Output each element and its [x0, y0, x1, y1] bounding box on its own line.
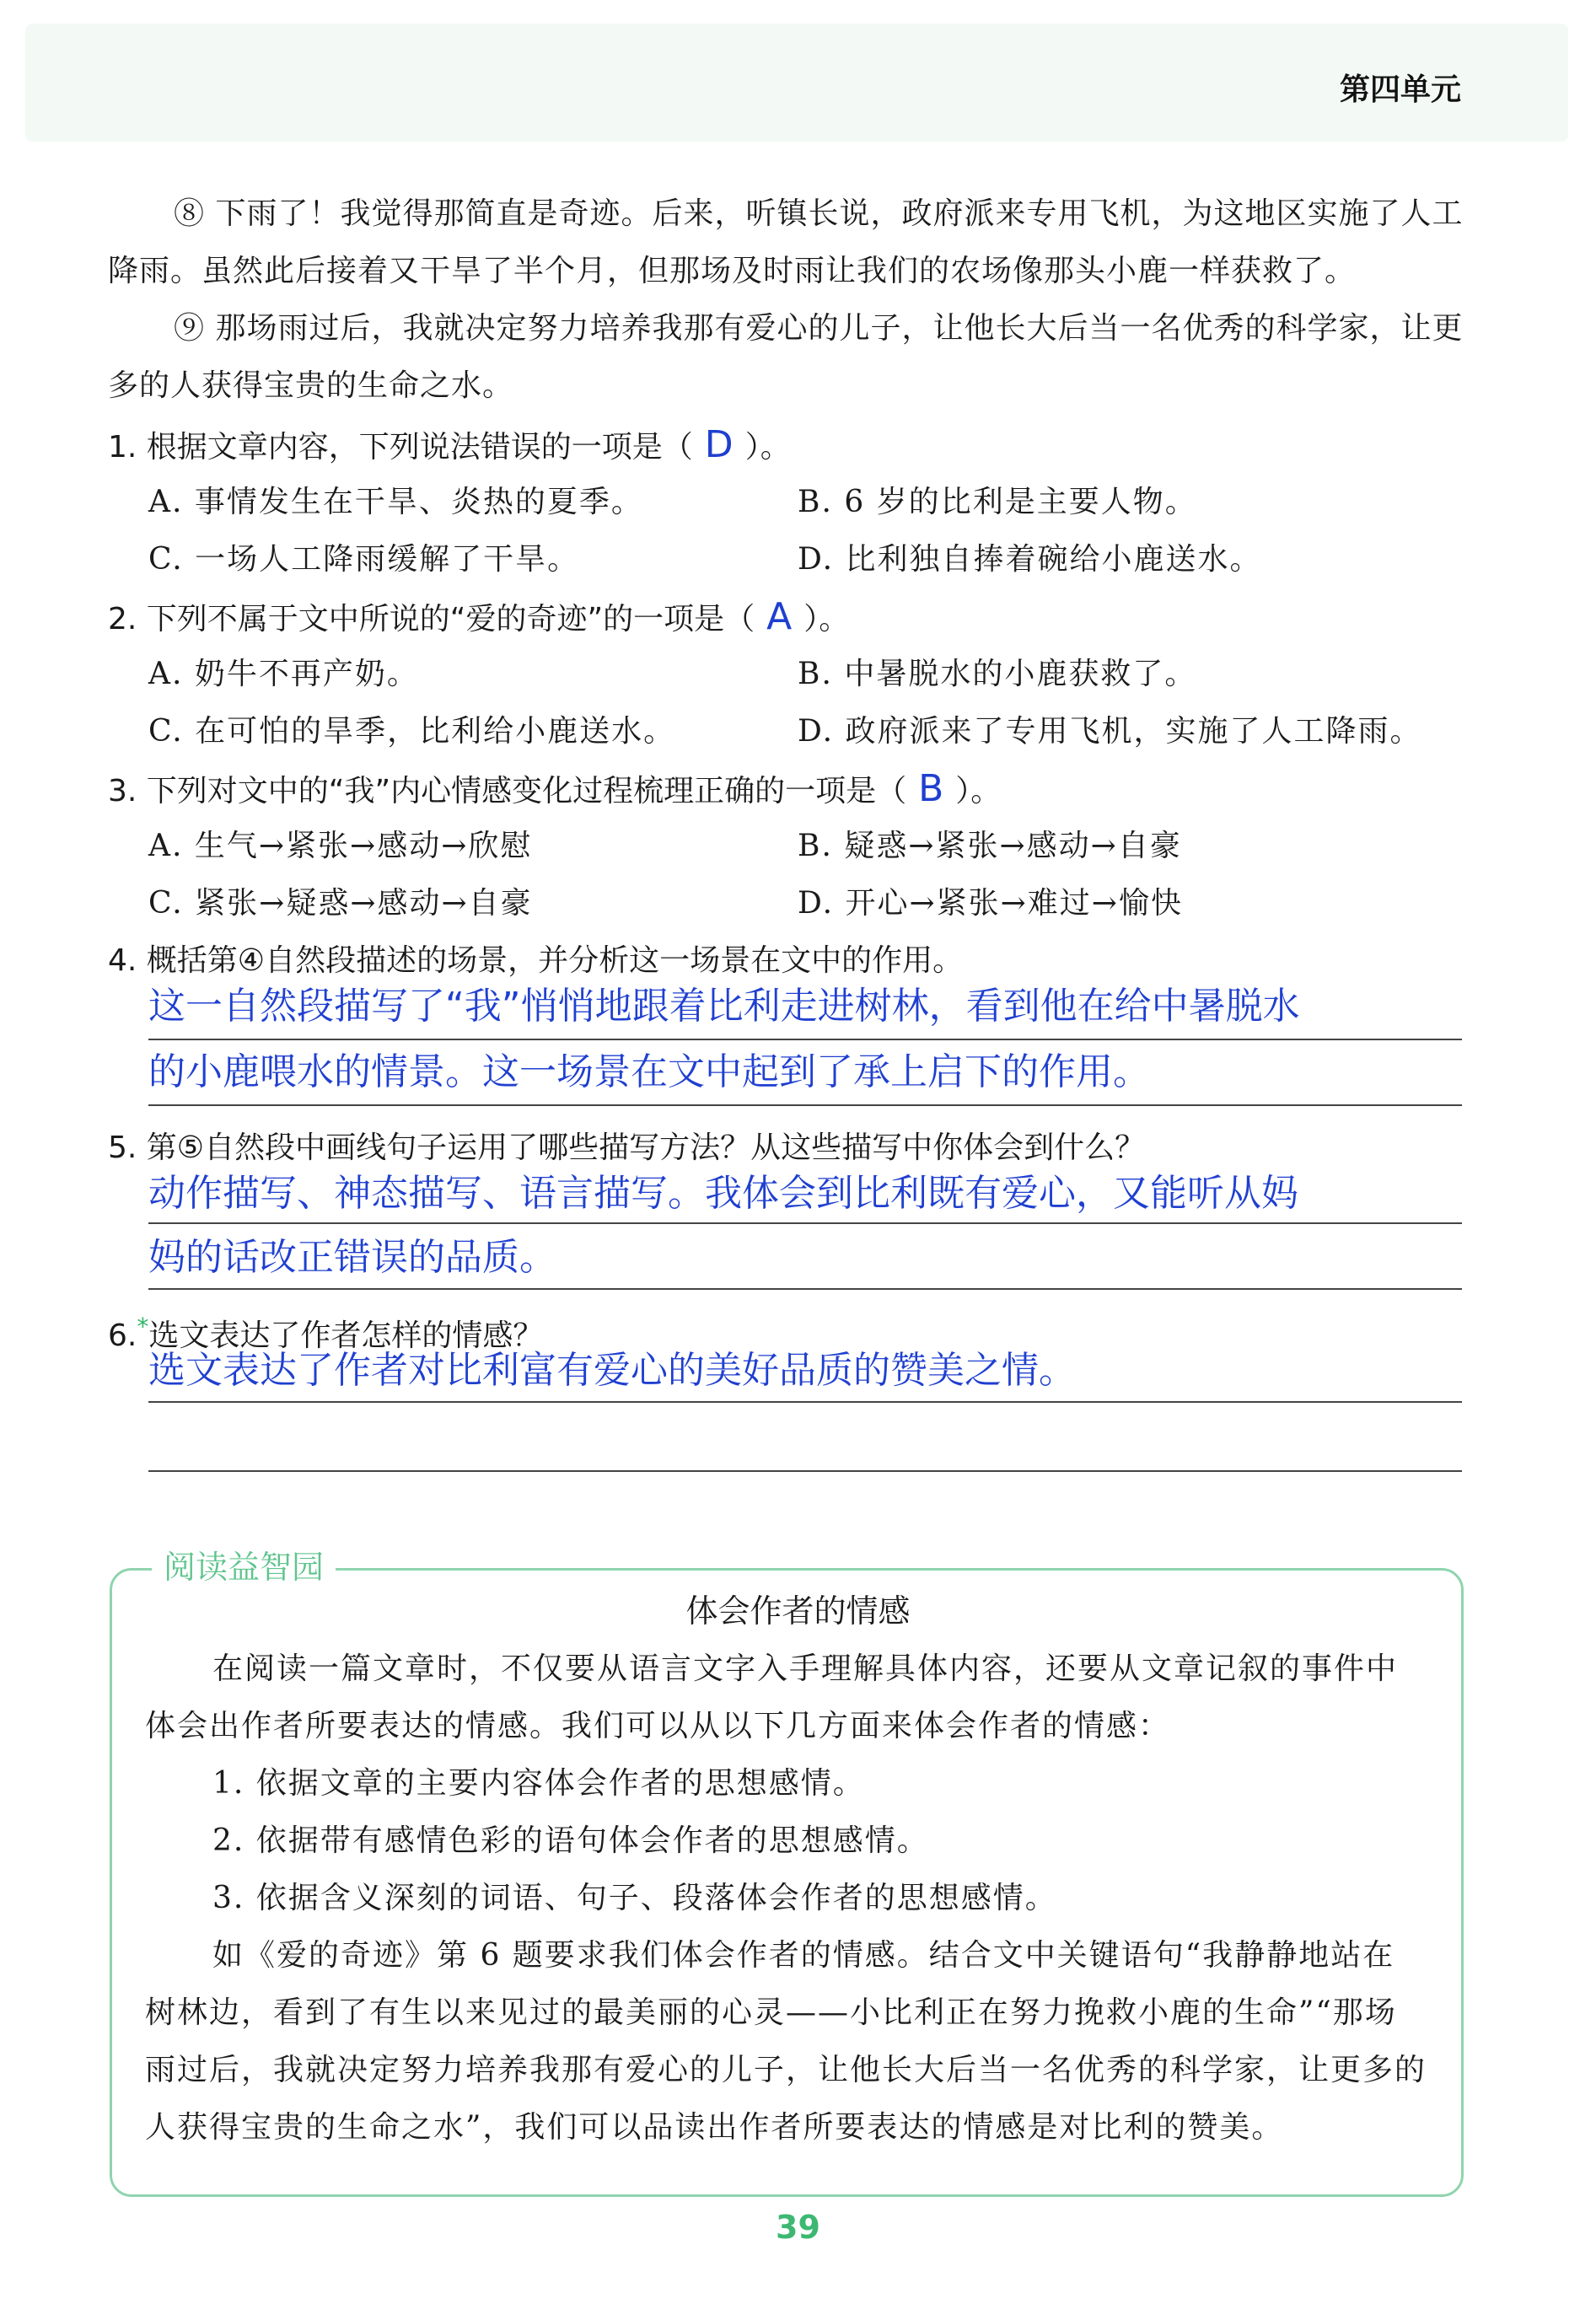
- answer-rule: [148, 1401, 1462, 1403]
- question-1-answer: D: [704, 423, 734, 466]
- question-4-answer-line-1: 这一自然段描写了“我”悄悄地跟着比利走进树林，看到他在给中暑脱水: [148, 985, 1300, 1028]
- question-6-answer-line-1: 选文表达了作者对比利富有爱心的美好品质的赞美之情。: [148, 1349, 1076, 1392]
- answer-rule: [148, 1222, 1462, 1224]
- q1-option-c: C. 一场人工降雨缓解了干旱。: [148, 542, 580, 577]
- question-3-answer: B: [918, 767, 944, 810]
- tips-box-point-1: 1. 依据文章的主要内容体会作者的思想感情。: [212, 1766, 865, 1801]
- question-5-stem: 5. 第⑤自然段中画线句子运用了哪些描写方法？从这些描写中你体会到什么？: [108, 1130, 1146, 1165]
- question-1: [108, 418, 791, 475]
- passage-paragraph-9: ⑨ 那场雨过后，我就决定努力培养我那有爱心的儿子，让他长大后当一名优秀的科学家，让更多的人获得宝贵的生命之水。: [108, 311, 1464, 403]
- question-6-number: 6.: [108, 1318, 137, 1353]
- q1-option-b: B. 6 岁的比利是主要人物。: [798, 485, 1197, 519]
- question-2-stem-end: ）。: [803, 602, 850, 636]
- q2-option-a: A. 奶牛不再产奶。: [148, 657, 419, 691]
- q2-option-c: C. 在可怕的旱季，比利给小鹿送水。: [148, 714, 676, 749]
- header-band: [25, 24, 1568, 142]
- q3-option-d: D. 开心→紧张→难过→愉快: [798, 886, 1183, 921]
- question-6-stem: 选文表达了作者怎样的情感？: [148, 1318, 544, 1353]
- unit-label: 第四单元: [1339, 72, 1461, 107]
- q3-option-c: C. 紧张→疑惑→感动→自豪: [148, 886, 533, 921]
- question-4-answer-line-2: 的小鹿喂水的情景。这一场景在文中起到了承上启下的作用。: [148, 1050, 1150, 1093]
- tips-box-title: 体会作者的情感: [685, 1592, 911, 1630]
- q1-option-a: A. 事情发生在干旱、炎热的夏季。: [148, 485, 643, 519]
- tips-box-intro: 在阅读一篇文章时，不仅要从语言文字入手理解具体内容，还要从文章记叙的事件中体会出作者所要表达的情感。我们可以从以下几方面来体会作者的情感：: [145, 1651, 1399, 1743]
- question-2-answer: A: [766, 595, 793, 638]
- tips-box-point-2: 2. 依据带有感情色彩的语句体会作者的思想感情。: [212, 1823, 929, 1858]
- question-1-stem: 1. 根据文章内容，下列说法错误的一项是（: [108, 430, 693, 465]
- question-3-stem-end: ）。: [955, 774, 1002, 808]
- tips-box-tag: 阅读益智园: [152, 1541, 336, 1587]
- question-5-answer-line-2: 妈的话改正错误的品质。: [148, 1236, 556, 1279]
- answer-rule: [148, 1470, 1462, 1472]
- answer-rule: [148, 1288, 1462, 1290]
- question-1-stem-end: ）。: [744, 430, 791, 465]
- q3-option-b: B. 疑惑→紧张→感动→自豪: [798, 829, 1182, 863]
- q1-option-d: D. 比利独自捧着碗给小鹿送水。: [798, 542, 1262, 577]
- question-2-stem: 2. 下列不属于文中所说的“爱的奇迹”的一项是（: [108, 602, 755, 636]
- question-3-stem: 3. 下列对文中的“我”内心情感变化过程梳理正确的一项是（: [108, 774, 907, 808]
- question-3: [108, 762, 1001, 819]
- question-4-stem: 4. 概括第④自然段描述的场景，并分析这一场景在文中的作用。: [108, 943, 964, 978]
- question-5-answer-line-1: 动作描写、神态描写、语言描写。我体会到比利既有爱心，又能听从妈: [148, 1172, 1298, 1215]
- q2-option-d: D. 政府派来了专用飞机，实施了人工降雨。: [798, 714, 1422, 749]
- answer-rule: [148, 1104, 1462, 1106]
- star-icon: *: [137, 1313, 149, 1340]
- q2-option-b: B. 中暑脱水的小鹿获救了。: [798, 657, 1197, 691]
- tips-box-point-3: 3. 依据含义深刻的词语、句子、段落体会作者的思想感情。: [212, 1881, 1057, 1915]
- q3-option-a: A. 生气→紧张→感动→欣慰: [148, 829, 533, 863]
- question-2: [108, 590, 849, 647]
- page-number: 39: [776, 2209, 820, 2246]
- passage-paragraph-8: ⑧ 下雨了！我觉得那简直是奇迹。后来，听镇长说，政府派来专用飞机，为这地区实施了人工降雨。虽然此后接着又干旱了半个月，但那场及时雨让我们的农场像那头小鹿一样获救了。: [108, 196, 1464, 288]
- answer-rule: [148, 1039, 1462, 1040]
- tips-box-example: 如《爱的奇迹》第 6 题要求我们体会作者的情感。结合文中关键语句“我静静地站在树林边，看到了有生以来见过的最美丽的心灵——小比利正在努力挽救小鹿的生命”“那场雨过后，我就决定努力培养我那有爱心的儿子，让他长大后当一名优秀的科学家，让更多的人获得宝贵的生命之水”，我们可以品读出作者所要表达的情感是对比利的赞美。: [145, 1938, 1427, 2145]
